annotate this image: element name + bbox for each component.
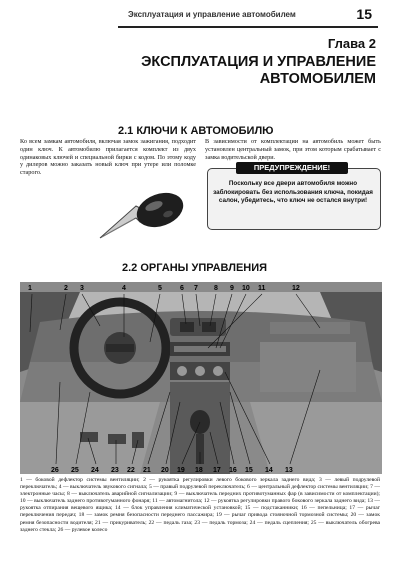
callout-4: 4	[122, 285, 126, 292]
callout-3: 3	[80, 285, 84, 292]
callout-26: 26	[51, 467, 59, 474]
chapter-label: Глава 2	[327, 36, 376, 51]
page-number: 15	[356, 6, 372, 22]
chapter-title-line1: ЭКСПЛУАТАЦИЯ И УПРАВЛЕНИЕ	[141, 54, 376, 70]
callout-8: 8	[214, 285, 218, 292]
chapter-title	[76, 54, 376, 88]
warning-title: ПРЕДУПРЕЖДЕНИЕ!	[236, 162, 348, 174]
keys-paragraph-right: В зависимости от комплектации на автомобиль может быть установлен центральный замок, при этом которым срабатывает с замка водительской двери.	[205, 138, 381, 161]
section-heading-keys: 2.1 КЛЮЧИ К АВТОМОБИЛЮ	[118, 125, 274, 137]
callout-2: 2	[64, 285, 68, 292]
callout-23: 23	[111, 467, 119, 474]
callout-14: 14	[265, 467, 273, 474]
header-rule	[118, 26, 378, 28]
callout-6: 6	[180, 285, 184, 292]
callout-1: 1	[28, 285, 32, 292]
callout-25: 25	[71, 467, 79, 474]
callout-7: 7	[194, 285, 198, 292]
callout-11: 11	[258, 285, 266, 292]
warning-text: Поскольку все двери автомобиля можно заблокировать без использования ключа, покидая салон, убедитесь, что ключ не остался внутри!	[213, 180, 373, 204]
callout-10: 10	[242, 285, 250, 292]
callout-9: 9	[230, 285, 234, 292]
car-key-illustration	[96, 188, 188, 244]
callout-19: 19	[177, 467, 185, 474]
callout-22: 22	[127, 467, 135, 474]
callout-16: 16	[229, 467, 237, 474]
callout-15: 15	[245, 467, 253, 474]
callout-24: 24	[91, 467, 99, 474]
callout-12: 12	[292, 285, 300, 292]
chapter-title-line2: АВТОМОБИЛЕМ	[259, 71, 376, 87]
callout-13: 13	[285, 467, 293, 474]
section-heading-controls: 2.2 ОРГАНЫ УПРАВЛЕНИЯ	[122, 262, 268, 274]
dashboard-photo	[20, 282, 382, 474]
callout-21: 21	[143, 467, 151, 474]
figure-caption: 1 — боковой дефлектор системы вентиляции; 2 — рукоятка регулировки левого бокового зеркала заднего вида; 3 — левый подрулевой переключатель; 4 — выключатель звукового сигнала; 5 — правый подрулевой переключатель; 6 — центральный дефлектор системы вентиляции; 7 — электронные часы; 8 — выключатель аварийной сигнализации; 9 — выключатель передних противотуманных фар (в зависимости от комплектации); 10 — выключатель заднего противотуманного фонаря; 11 — автомагнитола; 12 — рукоятка регулировки правого бокового зеркала заднего вида; 13 — рукоятка отпирания вещевого ящика; 14 — блок управления климатической установкой; 15 — подстаканники; 16 — пепельница; 17 — рычаг переключения передач; 18 — замок ремня безопасности переднего пассажира; 19 — рычаг привода стояночной тормозной системы; 20 — замок ремня безопасности водителя; 21 — прикуриватель; 22 — педаль газа; 23 — педаль тормоза; 24 — педаль сцепления; 25 — выключатель обогрева заднего стекла; 26 — рулевое колесо	[20, 477, 380, 533]
callout-18: 18	[195, 467, 203, 474]
page-header	[0, 6, 400, 26]
running-title: Эксплуатация и управление автомобилем	[128, 10, 296, 19]
keys-paragraph-left: Ко всем замкам автомобиля, включая замок зажигания, подходит один ключ. К автомобилю прилагается комплект из двух одинаковых ключей и специальной бирки с кодом. По этому коду у дилеров можно заказать новый ключ при утере или поломке старого.	[20, 138, 196, 177]
callout-5: 5	[158, 285, 162, 292]
callout-20: 20	[161, 467, 169, 474]
callout-17: 17	[213, 467, 221, 474]
